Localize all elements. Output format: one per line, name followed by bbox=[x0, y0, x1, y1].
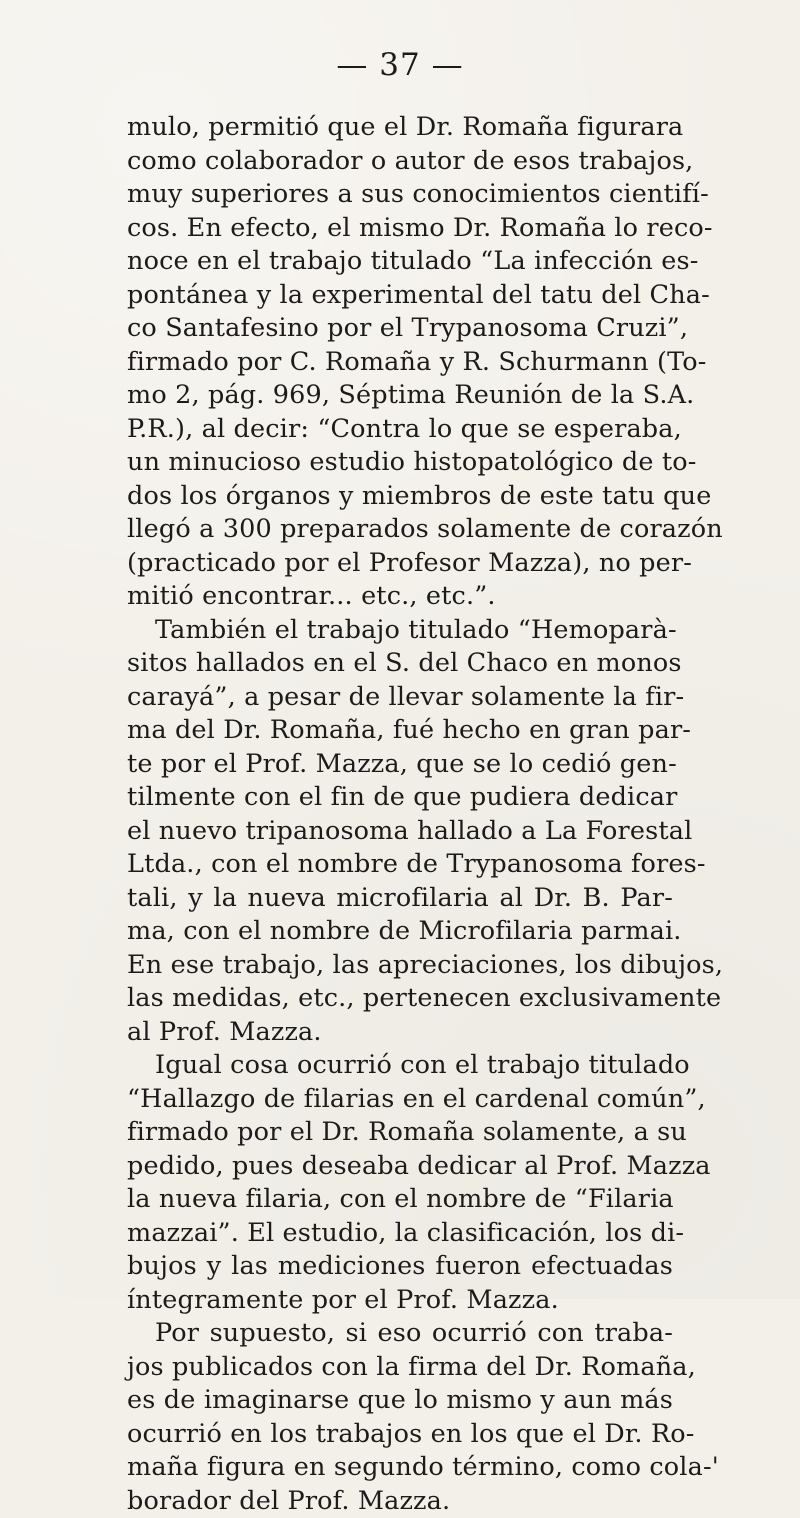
text-line: muy superiores a sus conocimientos cientifí- bbox=[127, 178, 673, 212]
text-line: ocurrió en los trabajos en los que el Dr. Ro- bbox=[127, 1418, 673, 1452]
text-line: tilmente con el fin de que pudiera dedicar bbox=[127, 781, 673, 815]
text-line: firmado por C. Romaña y R. Schurmann (To- bbox=[127, 346, 673, 380]
text-line: es de imaginarse que lo mismo y aun más bbox=[127, 1384, 673, 1418]
text-line: noce en el trabajo titulado “La infección es- bbox=[127, 245, 673, 279]
text-line: co Santafesino por el Trypanosoma Cruzi”, bbox=[127, 312, 673, 346]
text-line: ma, con el nombre de Microfilaria parmai. bbox=[127, 915, 673, 949]
text-line: cos. En efecto, el mismo Dr. Romaña lo reco- bbox=[127, 212, 673, 246]
text-line: “Hallazgo de filarias en el cardenal común”, bbox=[127, 1083, 673, 1117]
text-line: un minucioso estudio histopatológico de to- bbox=[127, 446, 673, 480]
paragraph-2 bbox=[127, 614, 673, 1050]
text-line: jos publicados con la firma del Dr. Romaña, bbox=[127, 1351, 673, 1385]
text-line: llegó a 300 preparados solamente de corazón bbox=[127, 513, 673, 547]
text-line: tali, y la nueva microfilaria al Dr. B. Par- bbox=[127, 882, 673, 916]
text-line: al Prof. Mazza. bbox=[127, 1016, 673, 1050]
text-line: mazzai”. El estudio, la clasificación, los di- bbox=[127, 1217, 673, 1251]
text-line: las medidas, etc., pertenecen exclusivamente bbox=[127, 982, 673, 1016]
text-line: sitos hallados en el S. del Chaco en monos bbox=[127, 647, 673, 681]
text-line: el nuevo tripanosoma hallado a La Forestal bbox=[127, 815, 673, 849]
paragraph-4 bbox=[127, 1317, 673, 1518]
text-line: carayá”, a pesar de llevar solamente la fir- bbox=[127, 681, 673, 715]
text-line: mo 2, pág. 969, Séptima Reunión de la S.A. bbox=[127, 379, 673, 413]
page-number: — 37 — bbox=[0, 50, 800, 81]
text-line: pedido, pues deseaba dedicar al Prof. Mazza bbox=[127, 1150, 673, 1184]
paragraph-3 bbox=[127, 1049, 673, 1317]
text-line: la nueva filaria, con el nombre de “Filaria bbox=[127, 1183, 673, 1217]
text-line: P.R.), al decir: “Contra lo que se esperaba, bbox=[127, 413, 673, 447]
paragraph-1 bbox=[127, 111, 673, 614]
text-line: borador del Prof. Mazza. bbox=[127, 1485, 673, 1518]
text-line: ma del Dr. Romaña, fué hecho en gran par- bbox=[127, 714, 673, 748]
text-line: mitió encontrar... etc., etc.”. bbox=[127, 580, 673, 614]
text-line: te por el Prof. Mazza, que se lo cedió gen- bbox=[127, 748, 673, 782]
text-line: Por supuesto, si eso ocurrió con traba- bbox=[127, 1317, 673, 1351]
text-line: íntegramente por el Prof. Mazza. bbox=[127, 1284, 673, 1318]
text-line: Ltda., con el nombre de Trypanosoma fores- bbox=[127, 848, 673, 882]
text-line: En ese trabajo, las apreciaciones, los dibujos, bbox=[127, 949, 673, 983]
text-line: dos los órganos y miembros de este tatu que bbox=[127, 480, 673, 514]
text-line: También el trabajo titulado “Hemoparà- bbox=[127, 614, 673, 648]
text-line: (practicado por el Profesor Mazza), no per- bbox=[127, 547, 673, 581]
text-line: maña figura en segundo término, como cola-' bbox=[127, 1451, 673, 1485]
text-line: bujos y las mediciones fueron efectuadas bbox=[127, 1250, 673, 1284]
text-line: como colaborador o autor de esos trabajos, bbox=[127, 145, 673, 179]
text-line: mulo, permitió que el Dr. Romaña figurara bbox=[127, 111, 673, 145]
text-line: firmado por el Dr. Romaña solamente, a su bbox=[127, 1116, 673, 1150]
body-text bbox=[127, 111, 673, 1518]
text-line: pontánea y la experimental del tatu del Cha- bbox=[127, 279, 673, 313]
text-line: Igual cosa ocurrió con el trabajo titulado bbox=[127, 1049, 673, 1083]
